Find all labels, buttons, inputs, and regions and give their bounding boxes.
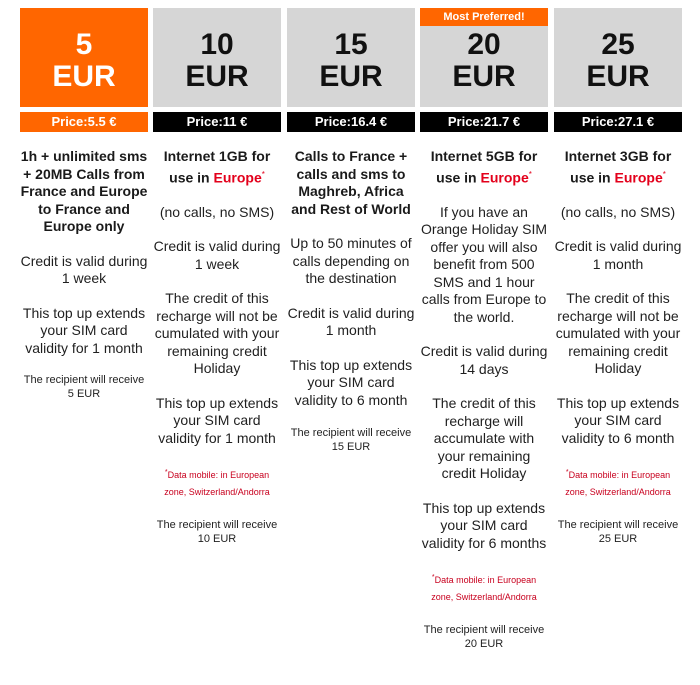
most-preferred-badge: Most Preferred!: [420, 8, 548, 26]
footnote-star: *: [431, 574, 435, 582]
plan-extension: This top up extends your SIM card validity for 1 month: [155, 394, 279, 446]
plan-data-footnote: [554, 464, 682, 501]
plan-tile-25-eur[interactable]: [554, 8, 682, 107]
plan-headline-text: Internet 1GB for use in: [163, 148, 271, 186]
plan-details: [420, 132, 548, 651]
plan-currency: EUR: [185, 59, 249, 93]
footnote-text: Data mobile: in European zone, Switzerland/Andorra: [431, 575, 537, 603]
plan-credit-rule: The credit of this recharge will accumulate with your remaining credit Holiday: [432, 395, 536, 482]
plan-recipient-note: The recipient will receive 5 EUR: [23, 374, 145, 400]
plan-headline: [420, 148, 548, 187]
europe-label: Europe: [614, 169, 663, 186]
plan-headline: Calls to France + calls and sms to Maghreb, Africa and Rest of World: [291, 148, 411, 217]
plan-extension: This top up extends your SIM card validity for 1 month: [22, 304, 146, 356]
plan-tile-10-eur[interactable]: [153, 8, 281, 107]
plan-extension: This top up extends your SIM card validity to 6 month: [289, 356, 413, 408]
plan-holiday-bonus: If you have an Orange Holiday SIM offer you will also benefit from 500 SMS and 1 hour calls from Europe to the world.: [420, 203, 548, 325]
plan-5-eur: [20, 8, 148, 401]
plan-currency: EUR: [452, 59, 516, 93]
plan-amount: 5: [75, 27, 93, 61]
europe-label: Europe: [480, 169, 529, 186]
plan-price: Price:11 €: [153, 112, 281, 132]
plan-25-eur: [554, 8, 682, 546]
plan-details: [20, 132, 148, 401]
plan-data-footnote: [153, 464, 281, 501]
plan-amount: 10: [200, 27, 234, 61]
plan-details: [287, 132, 415, 454]
plan-price: Price:27.1 €: [554, 112, 682, 132]
plan-headline: [554, 148, 682, 187]
plan-extension: This top up extends your SIM card validity to 6 month: [556, 394, 680, 446]
plan-extension: This top up extends your SIM card validity for 6 months: [421, 499, 547, 551]
plan-validity: Credit is valid during 14 days: [420, 343, 548, 377]
footnote-star: *: [164, 469, 168, 477]
plan-validity: Credit is valid during 1 month: [287, 304, 415, 338]
plan-details: [153, 132, 281, 546]
footnote-text: Data mobile: in European zone, Switzerland/Andorra: [565, 470, 671, 498]
plan-recipient-note: The recipient will receive 15 EUR: [290, 427, 412, 453]
topup-plans: [0, 8, 700, 685]
plan-headline: 1h + unlimited sms + 20MB Calls from France and Europe to France and Europe only: [20, 148, 148, 234]
plan-price: Price:16.4 €: [287, 112, 415, 132]
footnote-star: *: [565, 469, 569, 477]
plan-tile-15-eur[interactable]: [287, 8, 415, 107]
plan-credit-rule: The credit of this recharge will not be cumulated with your remaining credit Holiday: [154, 290, 280, 377]
plan-currency: EUR: [52, 59, 116, 93]
plan-details: [554, 132, 682, 546]
plan-currency: EUR: [586, 59, 650, 93]
plan-data-footnote: [420, 569, 548, 606]
plan-no-calls: (no calls, no SMS): [560, 203, 676, 220]
plan-credit-rule: The credit of this recharge will not be cumulated with your remaining credit Holiday: [555, 290, 681, 377]
plan-recipient-note: The recipient will receive 20 EUR: [423, 624, 545, 651]
footnote-text: Data mobile: in European zone, Switzerland/Andorra: [164, 470, 270, 498]
footnote-star: *: [261, 169, 265, 179]
plan-15-eur: [287, 8, 415, 454]
plan-amount: 20: [467, 27, 501, 61]
plan-no-calls: (no calls, no SMS): [159, 203, 275, 220]
plan-amount: 15: [334, 27, 368, 61]
plan-validity: Credit is valid during 1 week: [20, 252, 148, 286]
plan-recipient-note: The recipient will receive 10 EUR: [156, 519, 278, 546]
plan-tile-5-eur[interactable]: [20, 8, 148, 107]
plan-headline: [153, 148, 281, 187]
plan-headline-text: Internet 3GB for use in: [564, 148, 672, 186]
plan-amount: 25: [601, 27, 635, 61]
plan-validity: Credit is valid during 1 month: [554, 238, 682, 272]
plan-price: Price:21.7 €: [420, 112, 548, 132]
plan-headline-text: Internet 5GB for use in: [430, 148, 538, 186]
plan-10-eur: [153, 8, 281, 546]
europe-label: Europe: [213, 169, 262, 186]
plan-validity: Credit is valid during 1 week: [153, 238, 281, 272]
plan-price: Price:5.5 €: [20, 112, 148, 132]
footnote-star: *: [528, 169, 532, 179]
plan-currency: EUR: [319, 59, 383, 93]
plan-recipient-note: The recipient will receive 25 EUR: [557, 519, 679, 546]
plan-minutes: Up to 50 minutes of calls depending on the destination: [290, 235, 412, 286]
plan-20-eur: [420, 8, 548, 651]
footnote-star: *: [662, 169, 666, 179]
